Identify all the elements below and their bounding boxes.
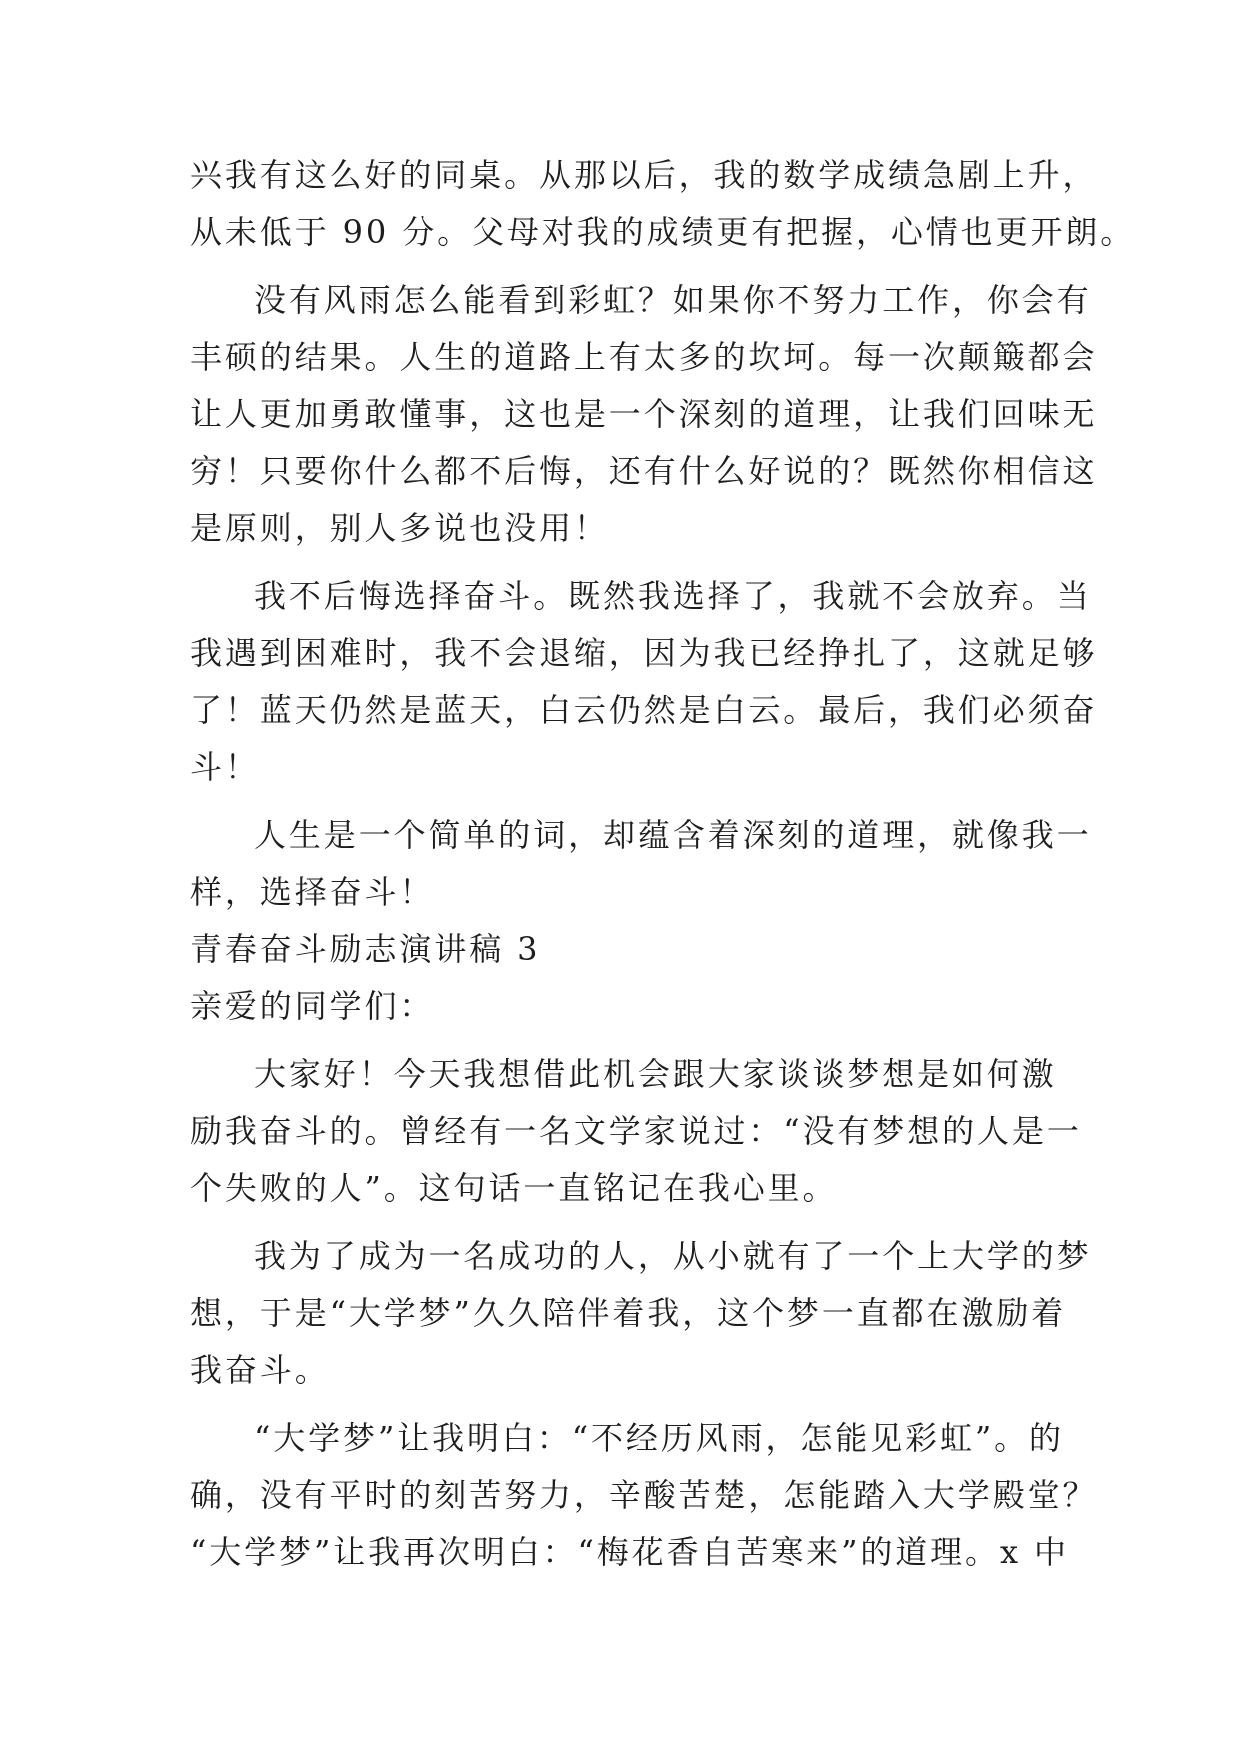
paragraph-start: 大家好！今天我想借此机会跟大家谈谈梦想是如何激 (254, 1055, 1057, 1093)
text-line: 我遇到困难时，我不会退缩，因为我已经挣扎了，这就足够 (190, 634, 1098, 672)
text-line: 了！蓝天仍然是蓝天，白云仍然是白云。最后，我们必须奋 (190, 691, 1098, 729)
text-line: 让人更加勇敢懂事，这也是一个深刻的道理，让我们回味无 (190, 395, 1098, 433)
text-line: 从未低于 90 分。父母对我的成绩更有把握，心情也更开朗。 (190, 213, 1136, 251)
text-line: 个失败的人”。这句话一直铭记在我心里。 (190, 1169, 838, 1207)
text-line: 想，于是“大学梦”久久陪伴着我，这个梦一直都在激励着 (190, 1294, 1067, 1332)
paragraph-start: 没有风雨怎么能看到彩虹？如果你不努力工作，你会有 (254, 281, 1092, 319)
paragraph-start: 我为了成为一名成功的人，从小就有了一个上大学的梦 (254, 1237, 1092, 1275)
text-line: 确，没有平时的刻苦努力，辛酸苦楚，怎能踏入大学殿堂？ (190, 1476, 1098, 1514)
text-line: 兴我有这么好的同桌。从那以后，我的数学成绩急剧上升， (190, 156, 1098, 194)
salutation: 亲爱的同学们： (190, 987, 435, 1025)
text-line: 丰硕的结果。人生的道路上有太多的坎坷。每一次颠簸都会 (190, 338, 1098, 376)
paragraph-start: 我不后悔选择奋斗。既然我选择了，我就不会放弃。当 (254, 577, 1092, 615)
text-line: 样，选择奋斗！ (190, 873, 435, 911)
text-line: “大学梦”让我再次明白：“梅花香自苦寒来”的道理。x 中 (190, 1533, 1069, 1571)
text-line: 斗！ (190, 748, 260, 786)
text-line: 我奋斗。 (190, 1351, 330, 1389)
paragraph-start: 人生是一个简单的词，却蕴含着深刻的道理，就像我一 (254, 816, 1092, 854)
text-line: 穷！只要你什么都不后悔，还有什么好说的？既然你相信这 (190, 452, 1098, 490)
text-line: 是原则，别人多说也没用！ (190, 509, 609, 547)
text-line: 励我奋斗的。曾经有一名文学家说过：“没有梦想的人是一 (190, 1112, 1082, 1150)
section-title: 青春奋斗励志演讲稿 3 (190, 930, 541, 968)
paragraph-start: “大学梦”让我明白：“不经历风雨，怎能见彩虹”。的 (254, 1419, 1064, 1457)
